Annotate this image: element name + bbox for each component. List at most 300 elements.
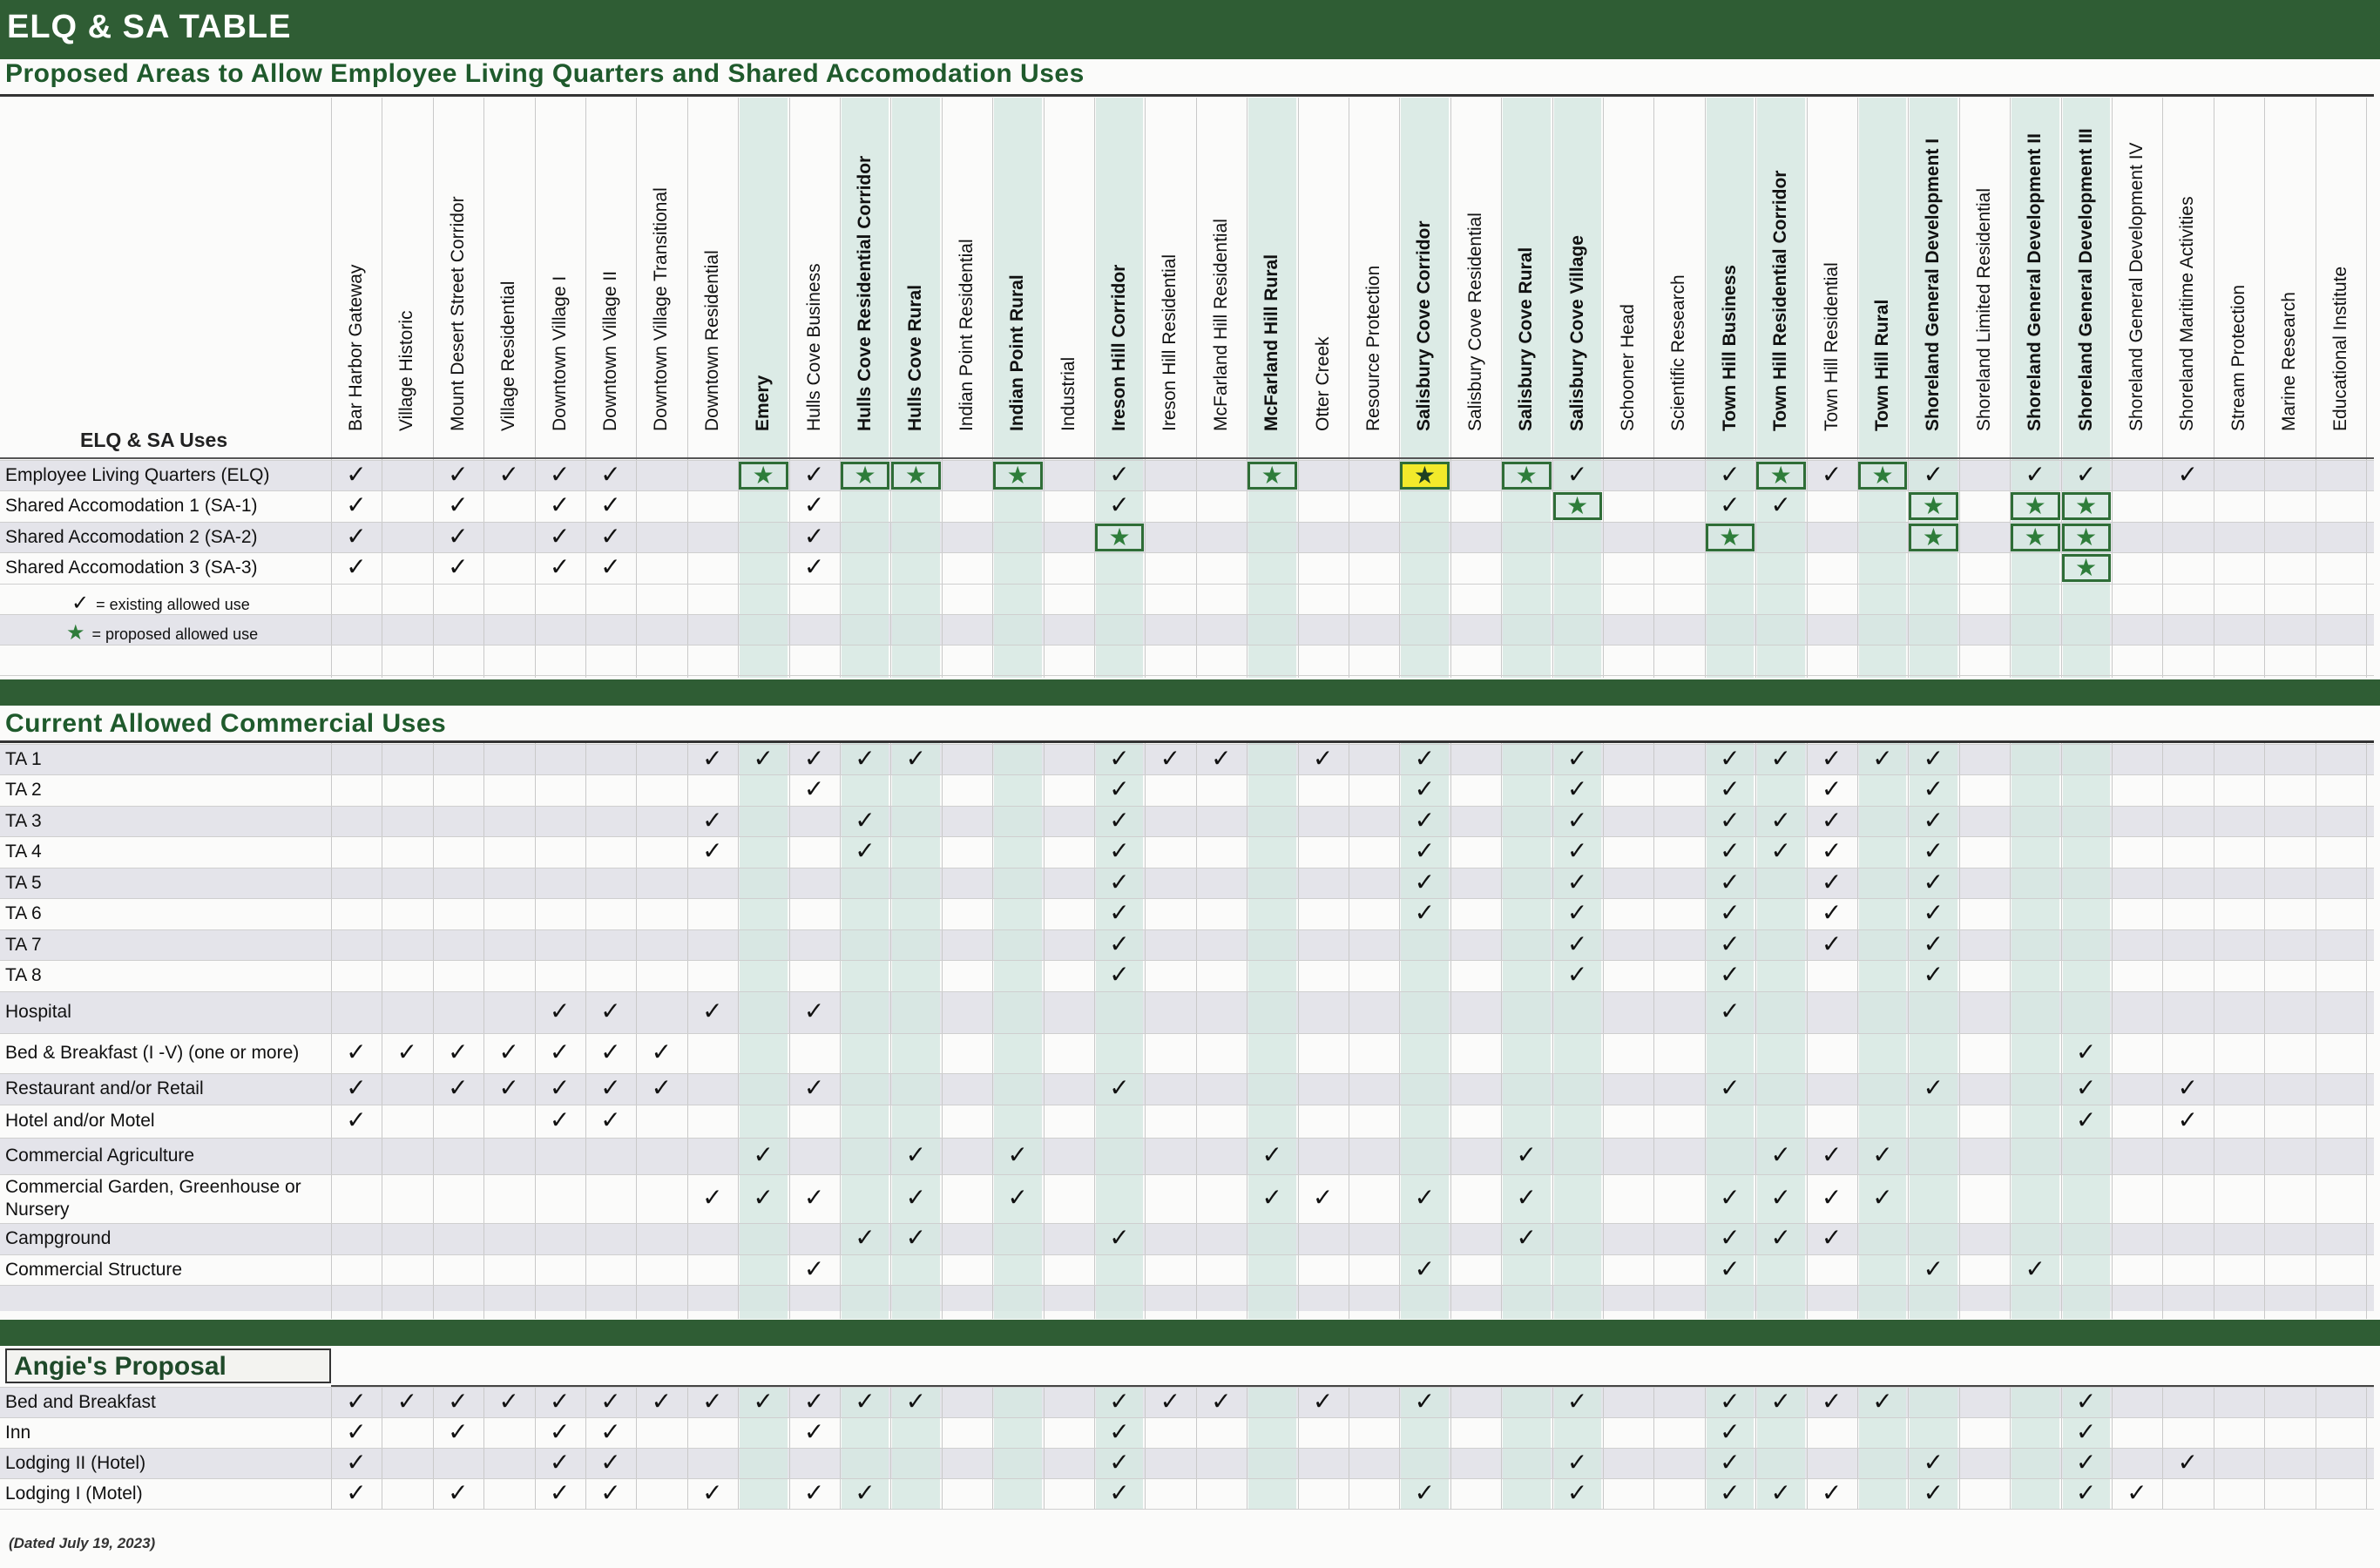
check-icon: ✓ (1770, 490, 1791, 518)
row-label: TA 5 (5, 872, 42, 893)
check-icon: ✓ (2075, 1478, 2097, 1506)
column-header-label: Shoreland Maritime Activities (2177, 196, 2198, 431)
column-header-label: Bar Harbor Gateway (346, 264, 366, 431)
check-icon: ✓ (855, 806, 876, 834)
star-icon: ★ (66, 621, 85, 645)
check-icon: ✓ (448, 1387, 469, 1415)
grid-line-vertical (1603, 743, 1604, 1319)
check-icon: ✓ (1821, 1387, 1842, 1415)
check-icon: ✓ (1923, 1074, 1944, 1101)
check-icon: ✓ (702, 1387, 723, 1415)
grid-line-vertical (1044, 98, 1045, 678)
check-icon: ✓ (549, 552, 571, 580)
column-header-label: Stream Protection (2228, 284, 2248, 431)
check-icon: ✓ (346, 1387, 367, 1415)
grid-line-vertical (2366, 98, 2367, 678)
check-icon: ✓ (803, 1417, 825, 1445)
grid-line-vertical (2112, 98, 2113, 678)
grid-line-horizontal (0, 1509, 2374, 1510)
check-icon: ✓ (1720, 1387, 1741, 1415)
row-label: TA 4 (5, 841, 42, 862)
angie-top-line (331, 1385, 2374, 1387)
check-icon: ✓ (803, 1478, 825, 1506)
check-icon: ✓ (448, 1074, 469, 1101)
column-header-label: Hulls Cove Business (803, 263, 824, 431)
grid-line-vertical (1196, 743, 1197, 1319)
check-icon: ✓ (1720, 997, 1741, 1024)
grid-line-horizontal (0, 960, 2374, 961)
check-icon: ✓ (1770, 1387, 1791, 1415)
check-icon: ✓ (498, 1387, 519, 1415)
check-icon: ✓ (1720, 899, 1741, 926)
check-icon: ✓ (396, 1038, 418, 1065)
dated-note: (Dated July 19, 2023) (9, 1535, 156, 1551)
check-icon: ✓ (1312, 744, 1334, 772)
star-icon: ★ (1922, 491, 1944, 519)
column-header-label: Educational Institute (2329, 266, 2350, 431)
check-icon: ✓ (600, 1478, 621, 1506)
check-icon: ✓ (651, 1074, 673, 1101)
check-icon: ✓ (855, 1478, 876, 1506)
check-icon: ✓ (1109, 929, 1130, 957)
check-icon: ✓ (2126, 1478, 2147, 1506)
check-icon: ✓ (702, 806, 723, 834)
check-icon: ✓ (1414, 899, 1436, 926)
grid-line-vertical (1298, 98, 1299, 678)
grid-line-vertical (585, 98, 586, 678)
check-icon: ✓ (346, 1417, 367, 1445)
check-icon: ✓ (803, 460, 825, 488)
check-icon: ✓ (346, 1038, 367, 1065)
grid-line-vertical (2264, 743, 2265, 1319)
check-icon: ✓ (753, 1387, 774, 1415)
check-icon: ✓ (855, 1387, 876, 1415)
check-icon: ✓ (1821, 744, 1842, 772)
check-icon: ✓ (549, 1417, 571, 1445)
grid-line-vertical (1908, 98, 1909, 678)
check-icon: ✓ (2025, 1254, 2045, 1282)
grid-line-vertical (890, 98, 891, 678)
check-icon: ✓ (1720, 1074, 1741, 1101)
check-icon: ✓ (600, 1074, 621, 1101)
check-icon: ✓ (702, 837, 723, 864)
check-icon: ✓ (549, 1448, 571, 1476)
check-icon: ✓ (1109, 1074, 1130, 1101)
check-icon: ✓ (2025, 460, 2045, 488)
check-icon: ✓ (1770, 744, 1791, 772)
column-shade (740, 743, 787, 1319)
row-label: Shared Accomodation 2 (SA-2) (5, 526, 258, 547)
check-icon: ✓ (1770, 806, 1791, 834)
check-icon: ✓ (600, 997, 621, 1024)
row-label: TA 1 (5, 748, 42, 769)
check-icon: ✓ (905, 1184, 927, 1211)
check-icon: ✓ (1160, 1387, 1181, 1415)
row-label: Lodging I (Motel) (5, 1483, 143, 1504)
grid-line-vertical (585, 743, 586, 1319)
row-label: Campground (5, 1228, 112, 1248)
check-icon: ✓ (1821, 1184, 1842, 1211)
column-shade (2063, 743, 2110, 1319)
check-icon: ✓ (803, 522, 825, 550)
check-icon: ✓ (803, 744, 825, 772)
check-icon: ✓ (1007, 1141, 1028, 1168)
grid-line-vertical (535, 743, 536, 1319)
check-icon: ✓ (803, 490, 825, 518)
star-icon: ★ (2075, 523, 2098, 551)
check-icon: ✓ (1109, 1448, 1130, 1476)
star-icon: ★ (2075, 491, 2098, 519)
row-label: Commercial Structure (5, 1259, 183, 1280)
row-label: Shared Accomodation 3 (SA-3) (5, 557, 258, 578)
check-icon: ✓ (1720, 1184, 1741, 1211)
grid-line-vertical (1501, 98, 1502, 678)
check-icon: ✓ (1872, 744, 1893, 772)
legend-proposed-label: = proposed allowed use (91, 625, 259, 643)
check-icon: ✓ (1414, 1387, 1436, 1415)
check-icon: ✓ (1770, 1184, 1791, 1211)
column-header-label: Scientific Research (1668, 274, 1689, 431)
row-label: Bed & Breakfast (I -V) (one or more) (5, 1043, 300, 1063)
column-header-label: Otter Creek (1312, 336, 1333, 431)
column-shade (2012, 743, 2059, 1319)
grid-line-vertical (331, 98, 332, 678)
check-icon: ✓ (2075, 1038, 2097, 1065)
angie-band (0, 1320, 2380, 1346)
check-icon: ✓ (1923, 744, 1944, 772)
grid-line-horizontal (0, 1174, 2374, 1175)
check-icon: ✓ (1414, 1184, 1436, 1211)
check-icon: ✓ (1720, 868, 1741, 896)
row-label: TA 2 (5, 780, 42, 800)
check-icon: ✓ (346, 1074, 367, 1101)
check-icon: ✓ (803, 1184, 825, 1211)
row-label: Lodging II (Hotel) (5, 1452, 146, 1473)
grid-line-vertical (433, 98, 434, 678)
column-header-label: Downtown Residential (701, 250, 722, 431)
check-icon: ✓ (803, 552, 825, 580)
check-icon: ✓ (1821, 1224, 1842, 1251)
column-header-label: Ireson Hill Residential (1160, 253, 1180, 431)
star-icon: ★ (1108, 523, 1131, 551)
section-divider (0, 94, 2374, 97)
column-header-label: Emery (753, 375, 774, 431)
check-icon: ✓ (1720, 929, 1741, 957)
grid-line-vertical (738, 98, 739, 678)
star-icon: ★ (1769, 461, 1792, 489)
check-icon: ✓ (600, 1038, 621, 1065)
star-icon: ★ (1006, 461, 1029, 489)
check-icon: ✓ (1566, 775, 1588, 802)
check-icon: ✓ (1923, 1254, 1944, 1282)
check-icon: ✓ (2075, 1448, 2097, 1476)
check-icon: ✓ (1211, 1387, 1232, 1415)
check-icon: ✓ (1720, 961, 1741, 988)
grid-line-vertical (433, 743, 434, 1319)
check-icon: ✓ (1821, 1478, 1842, 1506)
grid-line-vertical (1603, 98, 1604, 678)
check-icon: ✓ (549, 1478, 571, 1506)
check-icon: ✓ (1566, 899, 1588, 926)
check-icon: ✓ (1566, 961, 1588, 988)
legend-existing (71, 591, 250, 616)
grid-line-vertical (1807, 98, 1808, 678)
row-label: TA 3 (5, 810, 42, 831)
column-header-label: Hulls Cove Rural (905, 284, 926, 431)
check-icon: ✓ (2075, 1417, 2097, 1445)
check-icon: ✓ (346, 552, 367, 580)
grid-line-vertical (1196, 98, 1197, 678)
check-icon: ✓ (1720, 1224, 1741, 1251)
check-icon: ✓ (1109, 1387, 1130, 1415)
check-icon: ✓ (1109, 1417, 1130, 1445)
grid-line-vertical (1705, 98, 1706, 678)
grid-line-vertical (1857, 98, 1858, 678)
check-icon: ✓ (1516, 1141, 1537, 1168)
check-icon: ✓ (1923, 929, 1944, 957)
section-title-elq: Proposed Areas to Allow Employee Living Quarters and Shared Accomodation Uses (5, 59, 1085, 88)
grid-line-vertical (2162, 743, 2163, 1319)
page-title: ELQ & SA TABLE (7, 9, 292, 45)
check-icon: ✓ (1821, 1141, 1842, 1168)
grid-line-vertical (942, 98, 943, 678)
check-icon: ✓ (1109, 806, 1130, 834)
angie-proposal-header (5, 1348, 331, 1383)
star-icon: ★ (854, 461, 876, 489)
check-icon: ✓ (1109, 899, 1130, 926)
grid-line-vertical (1450, 98, 1451, 678)
check-icon: ✓ (1720, 1478, 1741, 1506)
check-icon: ✓ (1566, 868, 1588, 896)
star-icon: ★ (904, 461, 927, 489)
grid-line-horizontal (0, 806, 2374, 807)
check-icon: ✓ (1414, 1254, 1436, 1282)
check-icon: ✓ (448, 460, 469, 488)
check-icon: ✓ (1923, 460, 1944, 488)
column-header-label: Resource Protection (1363, 265, 1383, 431)
check-icon: ✓ (2075, 1106, 2097, 1133)
check-icon: ✓ (1872, 1387, 1893, 1415)
check-icon: ✓ (1566, 837, 1588, 864)
check-icon: ✓ (346, 460, 367, 488)
check-icon: ✓ (498, 460, 519, 488)
check-icon: ✓ (905, 1224, 927, 1251)
star-icon: ★ (1566, 491, 1589, 519)
check-icon: ✓ (1720, 806, 1741, 834)
grid-line-horizontal (0, 1223, 2374, 1224)
check-icon: ✓ (600, 1387, 621, 1415)
grid-line-horizontal (0, 898, 2374, 899)
check-icon: ✓ (1109, 837, 1130, 864)
check-icon: ✓ (498, 1038, 519, 1065)
check-icon: ✓ (1821, 775, 1842, 802)
check-icon: ✓ (448, 1038, 469, 1065)
check-icon: ✓ (346, 1106, 367, 1133)
check-icon: ✓ (1414, 775, 1436, 802)
check-icon: ✓ (2075, 1074, 2097, 1101)
check-icon: ✓ (803, 1254, 825, 1282)
check-icon: ✓ (1566, 744, 1588, 772)
star-icon: ★ (2024, 523, 2046, 551)
column-header-label: Downtown Village II (600, 270, 620, 431)
column-header-label: Ireson Hill Corridor (1109, 264, 1129, 431)
check-icon: ✓ (549, 1387, 571, 1415)
row-label: Employee Living Quarters (ELQ) (5, 464, 270, 485)
row-label: Commercial Garden, Greenhouse or Nursery (5, 1177, 301, 1220)
grid-line-horizontal (0, 836, 2374, 837)
check-icon: ✓ (2177, 1448, 2199, 1476)
column-header-label: Salisbury Cove Rural (1516, 247, 1537, 431)
check-icon: ✓ (1923, 1448, 1944, 1476)
check-icon: ✓ (498, 1074, 519, 1101)
grid-line-horizontal (0, 614, 2374, 615)
check-icon: ✓ (1261, 1141, 1282, 1168)
check-icon: ✓ (855, 744, 876, 772)
check-icon: ✓ (448, 1417, 469, 1445)
star-icon: ★ (1261, 461, 1283, 489)
check-icon: ✓ (600, 490, 621, 518)
grid-line-horizontal (0, 929, 2374, 930)
grid-line-vertical (331, 743, 332, 1319)
section-title-commercial: Current Allowed Commercial Uses (5, 709, 447, 738)
grid-line-horizontal (0, 774, 2374, 775)
check-icon: ✓ (1720, 1417, 1741, 1445)
section-divider (0, 740, 2374, 743)
grid-line-vertical (1145, 743, 1146, 1319)
grid-line-horizontal (0, 991, 2374, 992)
star-icon: ★ (1515, 461, 1538, 489)
grid-line-vertical (1755, 98, 1756, 678)
grid-line-vertical (992, 743, 993, 1319)
grid-line-vertical (942, 743, 943, 1319)
star-icon: ★ (2075, 553, 2098, 581)
grid-line-vertical (2112, 743, 2113, 1319)
check-icon: ✓ (1566, 1478, 1588, 1506)
check-icon: ✓ (549, 460, 571, 488)
column-shade (1859, 743, 1906, 1319)
star-icon: ★ (1719, 523, 1741, 551)
check-icon: ✓ (1923, 899, 1944, 926)
check-icon: ✓ (2075, 460, 2097, 488)
check-icon: ✓ (396, 1387, 418, 1415)
grid-line-vertical (2010, 98, 2011, 678)
check-icon: ✓ (1770, 1224, 1791, 1251)
check-icon: ✓ (1566, 1387, 1588, 1415)
row-label: Bed and Breakfast (5, 1391, 156, 1412)
check-icon: ✓ (803, 1074, 825, 1101)
column-header-label: Shoreland General Development II (2025, 133, 2045, 431)
check-icon: ✓ (1516, 1184, 1537, 1211)
check-icon: ✓ (753, 1141, 774, 1168)
star-icon: ★ (2024, 491, 2046, 519)
column-header-label: McFarland Hill Rural (1261, 253, 1282, 431)
check-icon: ✓ (600, 1448, 621, 1476)
check-icon: ✓ (803, 997, 825, 1024)
check-icon: ✓ (855, 1224, 876, 1251)
column-header-label: Salisbury Cove Village (1566, 235, 1587, 431)
check-icon: ✓ (346, 490, 367, 518)
check-icon: ✓ (855, 837, 876, 864)
column-shade (1248, 743, 1295, 1319)
column-header-label: McFarland Hill Residential (1210, 219, 1231, 431)
grid-line-horizontal (0, 1254, 2374, 1255)
section-title-angie: Angie's Proposal (14, 1352, 227, 1381)
grid-line-vertical (2061, 98, 2062, 678)
check-icon: ✓ (1312, 1387, 1334, 1415)
check-icon: ✓ (651, 1038, 673, 1065)
row-label: Hospital (5, 1002, 71, 1022)
column-header-label: Shoreland General Development IV (2126, 142, 2147, 431)
check-icon: ✓ (1923, 806, 1944, 834)
check-icon: ✓ (1720, 1448, 1741, 1476)
star-icon: ★ (1922, 523, 1944, 551)
grid-line-vertical (687, 98, 688, 678)
check-icon: ✓ (1720, 1254, 1741, 1282)
check-icon: ✓ (702, 1184, 723, 1211)
check-icon: ✓ (1109, 744, 1130, 772)
check-icon: ✓ (1770, 837, 1791, 864)
row-label: Hotel and/or Motel (5, 1111, 155, 1131)
check-icon: ✓ (1923, 1478, 1944, 1506)
check-icon: ✓ (1821, 806, 1842, 834)
check-icon: ✓ (600, 1417, 621, 1445)
column-header-label: Industrial (1058, 356, 1078, 431)
check-icon: ✓ (549, 997, 571, 1024)
grid-line-vertical (483, 98, 484, 678)
check-icon: ✓ (702, 744, 723, 772)
check-icon: ✓ (1109, 868, 1130, 896)
commercial-band (0, 679, 2380, 706)
grid-line-vertical (1959, 743, 1960, 1319)
check-icon: ✓ (1872, 1184, 1893, 1211)
grid-line-vertical (2061, 743, 2062, 1319)
column-header-label: Indian Point Residential (956, 239, 977, 431)
check-icon: ✓ (2075, 1387, 2097, 1415)
grid-line-horizontal (0, 1033, 2374, 1034)
grid-line-vertical (789, 98, 790, 678)
column-header-label: Downtown Village Transitional (651, 187, 672, 431)
check-icon: ✓ (1720, 744, 1741, 772)
grid-line-vertical (535, 98, 536, 678)
column-header-label: Town Hill Business (1719, 265, 1740, 431)
check-icon: ✓ (1720, 837, 1741, 864)
check-icon: ✓ (1923, 961, 1944, 988)
grid-line-horizontal (0, 744, 2374, 745)
row-label: Shared Accomodation 1 (SA-1) (5, 495, 258, 516)
check-icon: ✓ (1312, 1184, 1334, 1211)
column-header-label: Downtown Village I (549, 275, 570, 431)
check-icon: ✓ (1566, 929, 1588, 957)
grid-line-horizontal (0, 1285, 2374, 1286)
column-header-label: Village Historic (396, 310, 417, 431)
check-icon: ✓ (1414, 868, 1436, 896)
grid-line-vertical (1044, 743, 1045, 1319)
grid-line-vertical (636, 98, 637, 678)
column-header-label: Mount Desert Street Corridor (447, 196, 468, 431)
grid-line-vertical (1450, 743, 1451, 1319)
check-icon: ✓ (2177, 1074, 2199, 1101)
grid-line-vertical (738, 743, 739, 1319)
column-header-label: Marine Research (2279, 292, 2300, 431)
check-icon: ✓ (1720, 490, 1741, 518)
check-icon: ✓ (753, 744, 774, 772)
check-icon: ✓ (1109, 1224, 1130, 1251)
check-icon: ✓ (549, 1038, 571, 1065)
check-icon: ✓ (1720, 460, 1741, 488)
uses-header: ELQ & SA Uses (80, 429, 228, 451)
check-icon: ✓ (803, 1387, 825, 1415)
grid-line-vertical (1145, 98, 1146, 678)
